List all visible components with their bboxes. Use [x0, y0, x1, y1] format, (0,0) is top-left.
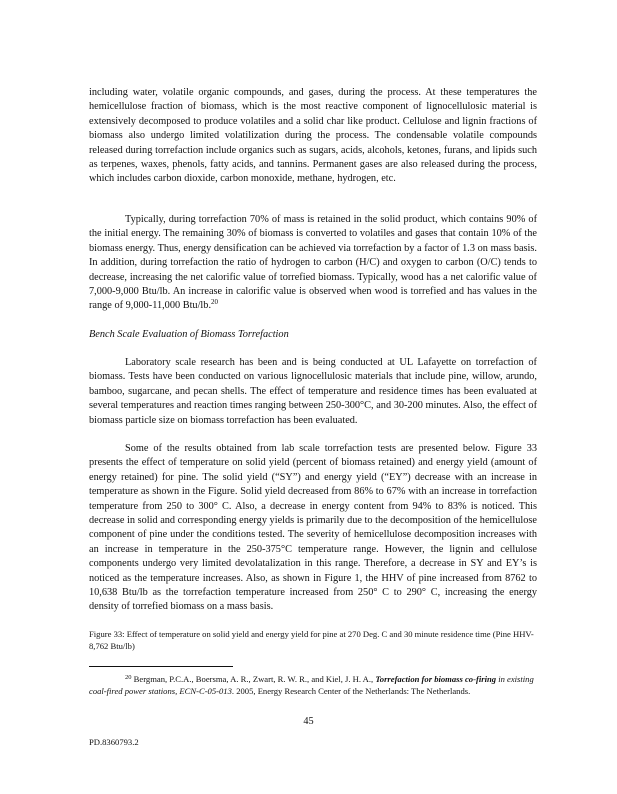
footnote-publisher: . 2005, Energy Research Center of the Netherlands: The Netherlands.: [231, 686, 471, 696]
section-heading: Bench Scale Evaluation of Biomass Torrefaction: [89, 329, 289, 340]
figure-caption: Figure 33: Effect of temperature on solid yield and energy yield for pine at 270 Deg. C and 30 minute residence time (Pine HHV- 8,762 Btu/lb): [89, 629, 534, 651]
document-id: PD.8360793.2: [89, 737, 139, 747]
paragraph-results: Some of the results obtained from lab scale torrefaction tests are presented below. Figure 33 presents the effect of temperature on solid yield (percent of biomass retained) and energy yield (amount of energy retained) for pine. The solid yield (“SY”) and energy yield (“EY”) decrease with an increase in temperature as shown in the Figure. Solid yield decreased from 86% to 67% with an increase in torrefaction temperature from 250 to 300° C. Also, a decrease in energy content from 94% to 83% is noticed. This decrease in solid and corresponding energy yields is primarily due to the decomposition of the hemicellulose component of pine under the conditions tested. The severity of hemicellulose decomposition increases with an increase in temperature in the 250-375°C temperature range. However, the lignin and cellulose components undergo very limited devolatalization in this range. Therefore, a decrease in SY and EY’s is noticed as the temperature increases. Also, as shown in Figure 1, the HHV of pine increased from 8762 to 10,638 Btu/lb as the torrefaction temperature increased from 250° C to 290° C, increasing the energy density of torrefied biomass on a mass basis.: [89, 443, 537, 613]
paragraph-text: Typically, during torrefaction 70% of mass is retained in the solid product, which contains 90% of the initial energy. The remaining 30% of biomass is converted to volatiles and gases that contain 10% of the biomass energy. Thus, energy densification can be achieved via torrefaction by a factor of 1.3 on mass basis. In addition, during torrefaction the ratio of hydrogen to carbon (H/C) and oxygen to carbon (O/C) tends to decrease, increasing the net calorific value of torrefied biomass. Typically, wood has a net calorific value of 7,000-9,000 Btu/lb. An increase in calorific value is observed when wood is torrefied and has values in the range of 9,000-11,000 Btu/lb.: [89, 214, 537, 312]
paragraph-torrefaction-products: including water, volatile organic compounds, and gases, during the process. At these temperatures the hemicellulose fraction of biomass, which is the most reactive component of lignocellulosic material is extensively decomposed to produce volatiles and a solid char like product. Cellulose and lignin fractions of biomass also undergo limited volatilization during the process. The condensable volatile compounds released during torrefaction include organics such as sugars, acids, alcohols, ketones, furans, and lipids such as terpenes, waxes, phenols, fatty acids, and tannins. Permanent gases are also released during the process, which includes carbon dioxide, carbon monoxide, methane, hydrogen, etc.: [89, 87, 537, 185]
footnote-separator: [89, 666, 233, 667]
footnote-number: 20: [125, 674, 132, 681]
footnote-source: in existing coal-fired power stations, ECN-C-05-013: [89, 674, 534, 696]
footnote: [89, 673, 539, 697]
footnote-authors: Bergman, P.C.A., Boersma, A. R., Zwart, R. W. R., and Kiel, J. H. A.,: [133, 674, 376, 684]
page-number: 45: [303, 716, 314, 727]
paragraph-mass-energy-retention: [89, 213, 537, 314]
footnote-reference: 20: [211, 298, 219, 307]
footnote-title: Torrefaction for biomass co-firing: [375, 674, 497, 684]
paragraph-lab-research: Laboratory scale research has been and is being conducted at UL Lafayette on torrefaction of biomass. Tests have been conducted on various lignocellulosic materials that include pine, willow, arundo, bamboo, sugarcane, and pecan shells. The effect of temperature and residence times has been evaluated at several temperatures and reaction times ranging between 250-300°C, and 30-200 minutes. Also, the effect of biomass particle size on biomass torrefaction has been evaluated.: [89, 357, 537, 426]
